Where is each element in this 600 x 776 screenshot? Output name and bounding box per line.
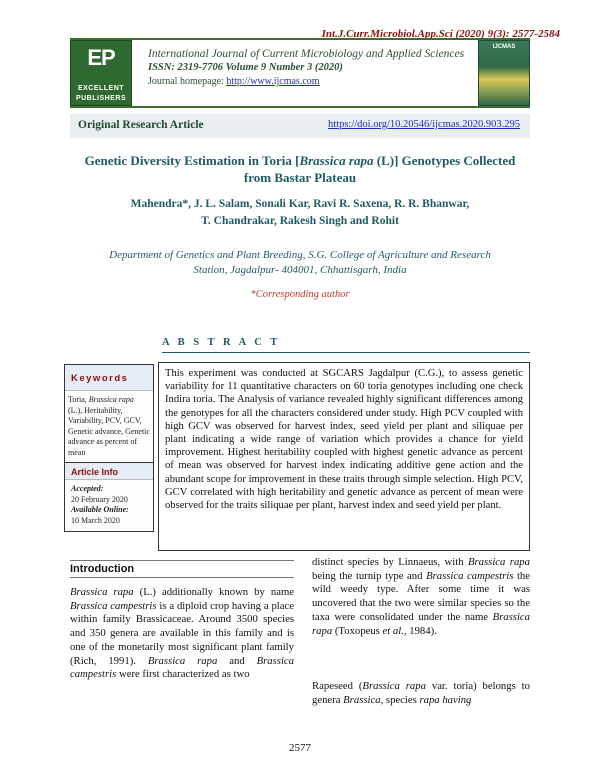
species-name: Brassica rapa xyxy=(147,654,218,667)
issn-line: ISSN: 2319-7706 Volume 9 Number 3 (2020) xyxy=(148,62,343,73)
species-name: rapa having xyxy=(419,693,472,706)
keywords-heading: Keywords xyxy=(65,365,153,391)
species-name: Brassica campestris xyxy=(426,569,514,582)
species-name: Brassica xyxy=(343,693,381,706)
article-info xyxy=(65,480,153,531)
body-text: (Toxopeus xyxy=(332,624,383,637)
corresponding-author: *Corresponding author xyxy=(250,289,350,300)
keyword-text: (L.), Heritability, Variability, PCV, GCV, Genetic advance, Genetic advance as percent of mean xyxy=(68,405,150,457)
keyword-species: Brassica rapa xyxy=(88,395,134,404)
species-name: Brassica rapa xyxy=(70,586,134,598)
body-text: var. toria) belongs to genera xyxy=(312,680,530,706)
body-text: is a diploid crop having a place within family Brassicaceae. Around 3500 species and 350 genera are available in this family and is one of the monetarily most significant plant family (Rich, 1991). xyxy=(70,599,294,667)
journal-reference: Int.J.Curr.Microbiol.App.Sci (2020) 9(3): 2577-2584 xyxy=(321,28,560,40)
body-text: Rapeseed ( xyxy=(312,680,363,692)
accepted-date: 20 February 2020 xyxy=(71,494,128,504)
title-species: Brassica rapa xyxy=(299,153,374,168)
doi-link[interactable]: https://doi.org/10.20546/ijcmas.2020.903.295 xyxy=(327,119,520,130)
keywords-sidebar xyxy=(64,364,154,532)
species-name: Brassica campestris xyxy=(70,599,157,612)
body-text: (L.) additionally known by name xyxy=(133,586,294,598)
abstract-heading: A B S T R A C T xyxy=(162,337,281,348)
body-text: the wild weedy type. After some time it was uncovered that the two were similar species so the taxa were consolidated under the name xyxy=(312,569,530,623)
page-number: 2577 xyxy=(289,742,311,754)
abstract-text: This experiment was conducted at SGCARS Jagdalpur (C.G.), to assess genetic variability for 11 quantitative characters on 60 toria genotypes including one check Indira toria. The Analysis of variance revealed highly significant differences among the genotypes for all the characters considered under study. High PCV coupled with high GCV was observed for harvest index, seed yield per plant and siliquae per plant indicating a wide range of variation which provides a chance for yield improvement. Highest heritability coupled with highest genetic advance as percent of mean was observed for harvest index indicating additive gene action and the abundant scope for improvement in these traits through simple selection. High PCV, GCV correlated with high heritability and genetic advance as percent of mean were observed for the traits siliquae per plant, harvest index and seed yield per plant. xyxy=(158,362,530,551)
journal-cover-image xyxy=(478,40,530,106)
body-text: , 1984). xyxy=(403,624,437,637)
affiliation xyxy=(70,248,530,278)
intro-paragraph xyxy=(70,586,294,682)
body-text: and xyxy=(217,654,257,667)
body-text: being the turnip type and xyxy=(312,569,427,582)
article-banner xyxy=(70,114,530,138)
intro-paragraph xyxy=(312,556,530,638)
body-text: distinct species by Linnaeus, with xyxy=(312,556,468,568)
body-text: were first characterized as two xyxy=(116,668,250,681)
available-date: 10 March 2020 xyxy=(71,515,120,525)
logo-line2: PUBLISHERS xyxy=(75,95,127,102)
species-name: Brassica rapa xyxy=(362,680,426,692)
species-name: Brassica rapa xyxy=(312,610,530,637)
journal-name: International Journal of Current Microbiology and Applied Sciences xyxy=(148,48,465,60)
title-part: (L)] Genotypes Collected from Bastar Plateau xyxy=(243,153,516,185)
author-line: T. Chandrakar, Rakesh Singh and Rohit xyxy=(201,215,399,227)
article-info-heading: Article Info xyxy=(65,462,153,480)
paper-title xyxy=(70,152,530,186)
affiliation-line: Department of Genetics and Plant Breeding, S.G. College of Agriculture and Research xyxy=(109,249,491,261)
logo-line1: EXCELLENT xyxy=(77,85,125,92)
keywords-list xyxy=(65,391,153,462)
available-label: Available Online: xyxy=(71,505,129,514)
intro-paragraph xyxy=(312,680,530,707)
abstract-divider xyxy=(162,352,530,353)
homepage-label: Journal homepage: xyxy=(148,76,227,87)
keyword-text: Toria, xyxy=(68,395,89,404)
logo-letters: EP xyxy=(87,45,115,70)
cover-title: IJCMAS xyxy=(492,44,516,50)
homepage-link[interactable]: http://www.ijcmas.com xyxy=(226,76,320,87)
publisher-logo xyxy=(70,40,132,106)
title-part: Genetic Diversity Estimation in Toria [ xyxy=(84,153,300,168)
citation-etal: et al. xyxy=(382,624,404,637)
body-text: , species xyxy=(380,693,420,706)
affiliation-line: Station, Jagdalpur- 404001, Chhattisgarh, India xyxy=(193,264,407,276)
article-type: Original Research Article xyxy=(78,119,204,131)
journal-header xyxy=(70,38,530,108)
species-name: Brassica rapa xyxy=(467,556,530,568)
introduction-heading: Introduction xyxy=(70,560,294,578)
accepted-label: Accepted: xyxy=(71,484,104,493)
homepage-line xyxy=(148,76,320,87)
author-line: Mahendra*, J. L. Salam, Sonali Kar, Ravi R. Saxena, R. R. Bhanwar, xyxy=(130,198,470,210)
species-name: Brassica campestris xyxy=(70,654,294,681)
author-list xyxy=(70,196,530,230)
